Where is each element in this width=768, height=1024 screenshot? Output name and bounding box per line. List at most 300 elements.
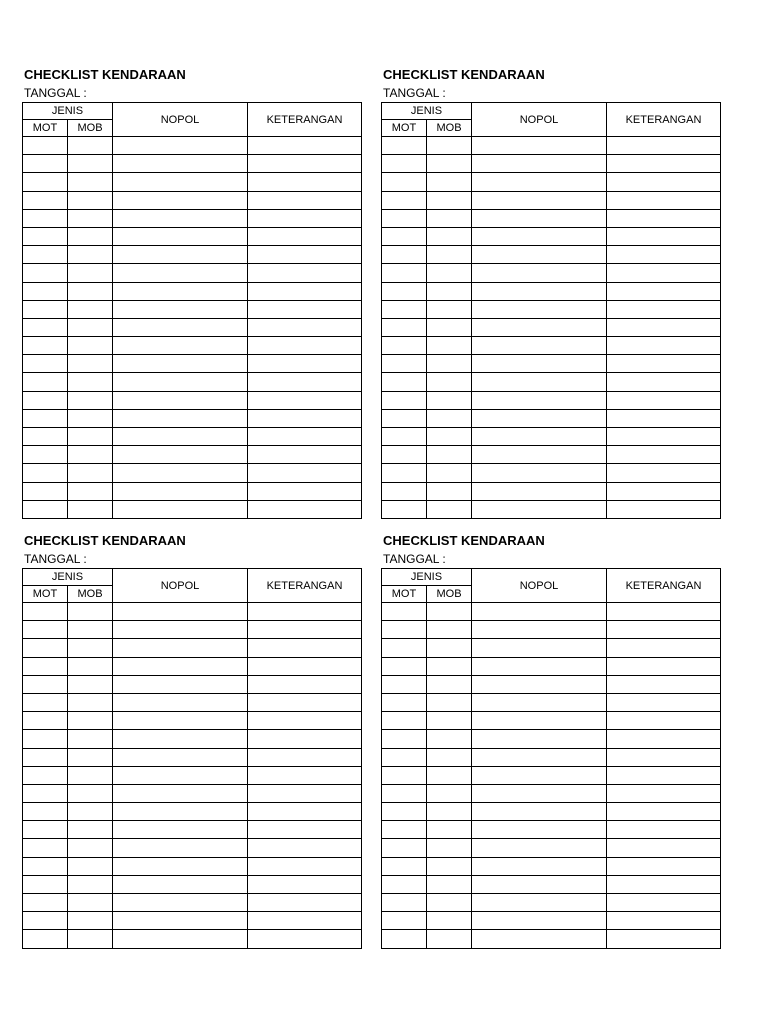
mob-cell[interactable] [427,657,472,675]
keterangan-cell[interactable] [607,675,721,693]
mot-cell[interactable] [23,675,68,693]
mot-cell[interactable] [382,482,427,500]
nopol-cell[interactable] [113,821,248,839]
mob-cell[interactable] [68,391,113,409]
mob-cell[interactable] [427,730,472,748]
mob-cell[interactable] [68,675,113,693]
mot-cell[interactable] [23,657,68,675]
keterangan-cell[interactable] [607,300,721,318]
nopol-cell[interactable] [113,639,248,657]
mot-cell[interactable] [382,675,427,693]
keterangan-cell[interactable] [607,500,721,518]
keterangan-cell[interactable] [248,748,362,766]
mob-cell[interactable] [68,246,113,264]
keterangan-cell[interactable] [607,603,721,621]
keterangan-cell[interactable] [607,930,721,948]
mob-cell[interactable] [427,912,472,930]
keterangan-cell[interactable] [248,227,362,245]
mob-cell[interactable] [427,675,472,693]
keterangan-cell[interactable] [248,621,362,639]
nopol-cell[interactable] [113,730,248,748]
mot-cell[interactable] [382,428,427,446]
keterangan-cell[interactable] [607,730,721,748]
mob-cell[interactable] [427,227,472,245]
nopol-cell[interactable] [472,282,607,300]
mob-cell[interactable] [68,766,113,784]
nopol-cell[interactable] [113,264,248,282]
keterangan-cell[interactable] [607,282,721,300]
mot-cell[interactable] [382,857,427,875]
mot-cell[interactable] [23,464,68,482]
mob-cell[interactable] [68,209,113,227]
mot-cell[interactable] [382,821,427,839]
nopol-cell[interactable] [472,300,607,318]
mot-cell[interactable] [382,803,427,821]
keterangan-cell[interactable] [248,318,362,336]
keterangan-cell[interactable] [607,391,721,409]
mot-cell[interactable] [23,912,68,930]
keterangan-cell[interactable] [248,784,362,802]
mot-cell[interactable] [23,300,68,318]
keterangan-cell[interactable] [607,894,721,912]
keterangan-cell[interactable] [607,173,721,191]
mot-cell[interactable] [382,318,427,336]
mot-cell[interactable] [23,730,68,748]
keterangan-cell[interactable] [248,803,362,821]
mob-cell[interactable] [68,482,113,500]
mob-cell[interactable] [68,839,113,857]
mot-cell[interactable] [382,930,427,948]
mot-cell[interactable] [382,500,427,518]
mob-cell[interactable] [68,657,113,675]
nopol-cell[interactable] [113,337,248,355]
nopol-cell[interactable] [113,209,248,227]
mot-cell[interactable] [23,409,68,427]
mot-cell[interactable] [382,391,427,409]
keterangan-cell[interactable] [607,355,721,373]
nopol-cell[interactable] [472,428,607,446]
nopol-cell[interactable] [472,173,607,191]
keterangan-cell[interactable] [248,603,362,621]
mob-cell[interactable] [68,464,113,482]
keterangan-cell[interactable] [248,409,362,427]
keterangan-cell[interactable] [607,446,721,464]
keterangan-cell[interactable] [248,821,362,839]
mob-cell[interactable] [68,227,113,245]
mot-cell[interactable] [382,875,427,893]
mob-cell[interactable] [68,373,113,391]
mob-cell[interactable] [68,639,113,657]
mob-cell[interactable] [68,748,113,766]
keterangan-cell[interactable] [607,227,721,245]
mot-cell[interactable] [382,446,427,464]
nopol-cell[interactable] [472,766,607,784]
nopol-cell[interactable] [472,912,607,930]
mob-cell[interactable] [68,875,113,893]
keterangan-cell[interactable] [607,766,721,784]
nopol-cell[interactable] [113,282,248,300]
nopol-cell[interactable] [113,839,248,857]
mot-cell[interactable] [23,930,68,948]
nopol-cell[interactable] [472,730,607,748]
keterangan-cell[interactable] [607,912,721,930]
keterangan-cell[interactable] [607,337,721,355]
keterangan-cell[interactable] [607,839,721,857]
nopol-cell[interactable] [472,246,607,264]
keterangan-cell[interactable] [248,712,362,730]
mob-cell[interactable] [68,173,113,191]
keterangan-cell[interactable] [248,337,362,355]
mob-cell[interactable] [68,337,113,355]
keterangan-cell[interactable] [248,137,362,155]
mot-cell[interactable] [382,209,427,227]
keterangan-cell[interactable] [607,409,721,427]
nopol-cell[interactable] [472,675,607,693]
mot-cell[interactable] [23,355,68,373]
keterangan-cell[interactable] [607,373,721,391]
keterangan-cell[interactable] [607,209,721,227]
nopol-cell[interactable] [113,173,248,191]
mob-cell[interactable] [427,391,472,409]
nopol-cell[interactable] [472,894,607,912]
mob-cell[interactable] [427,246,472,264]
keterangan-cell[interactable] [607,621,721,639]
nopol-cell[interactable] [113,464,248,482]
nopol-cell[interactable] [113,621,248,639]
mot-cell[interactable] [23,428,68,446]
mob-cell[interactable] [68,500,113,518]
mot-cell[interactable] [23,621,68,639]
nopol-cell[interactable] [113,894,248,912]
keterangan-cell[interactable] [248,173,362,191]
mot-cell[interactable] [23,766,68,784]
keterangan-cell[interactable] [607,639,721,657]
keterangan-cell[interactable] [248,693,362,711]
nopol-cell[interactable] [113,712,248,730]
keterangan-cell[interactable] [248,875,362,893]
nopol-cell[interactable] [472,482,607,500]
nopol-cell[interactable] [472,784,607,802]
mob-cell[interactable] [68,821,113,839]
mot-cell[interactable] [23,191,68,209]
mot-cell[interactable] [23,209,68,227]
nopol-cell[interactable] [472,355,607,373]
mot-cell[interactable] [23,748,68,766]
nopol-cell[interactable] [113,428,248,446]
keterangan-cell[interactable] [607,246,721,264]
mob-cell[interactable] [68,428,113,446]
mob-cell[interactable] [427,282,472,300]
mot-cell[interactable] [382,373,427,391]
mob-cell[interactable] [427,766,472,784]
mob-cell[interactable] [427,209,472,227]
mob-cell[interactable] [68,930,113,948]
keterangan-cell[interactable] [248,446,362,464]
mob-cell[interactable] [68,784,113,802]
nopol-cell[interactable] [113,693,248,711]
nopol-cell[interactable] [472,227,607,245]
mob-cell[interactable] [427,712,472,730]
mob-cell[interactable] [68,912,113,930]
mot-cell[interactable] [23,318,68,336]
nopol-cell[interactable] [113,191,248,209]
mot-cell[interactable] [23,839,68,857]
mob-cell[interactable] [427,155,472,173]
mob-cell[interactable] [427,857,472,875]
nopol-cell[interactable] [113,784,248,802]
keterangan-cell[interactable] [248,246,362,264]
keterangan-cell[interactable] [248,730,362,748]
keterangan-cell[interactable] [607,857,721,875]
mot-cell[interactable] [23,337,68,355]
nopol-cell[interactable] [113,657,248,675]
nopol-cell[interactable] [113,766,248,784]
nopol-cell[interactable] [472,409,607,427]
mob-cell[interactable] [427,803,472,821]
keterangan-cell[interactable] [248,191,362,209]
nopol-cell[interactable] [113,857,248,875]
nopol-cell[interactable] [113,500,248,518]
keterangan-cell[interactable] [248,766,362,784]
mot-cell[interactable] [23,391,68,409]
mob-cell[interactable] [427,337,472,355]
mob-cell[interactable] [68,446,113,464]
keterangan-cell[interactable] [607,428,721,446]
keterangan-cell[interactable] [607,803,721,821]
mob-cell[interactable] [427,173,472,191]
keterangan-cell[interactable] [607,693,721,711]
keterangan-cell[interactable] [248,894,362,912]
keterangan-cell[interactable] [248,391,362,409]
mob-cell[interactable] [427,428,472,446]
mob-cell[interactable] [427,137,472,155]
keterangan-cell[interactable] [248,675,362,693]
mob-cell[interactable] [427,784,472,802]
mot-cell[interactable] [382,409,427,427]
nopol-cell[interactable] [472,318,607,336]
mot-cell[interactable] [382,657,427,675]
mot-cell[interactable] [23,373,68,391]
mot-cell[interactable] [23,246,68,264]
nopol-cell[interactable] [113,155,248,173]
mob-cell[interactable] [68,803,113,821]
nopol-cell[interactable] [472,803,607,821]
mot-cell[interactable] [23,857,68,875]
mot-cell[interactable] [382,227,427,245]
mot-cell[interactable] [23,137,68,155]
nopol-cell[interactable] [113,246,248,264]
keterangan-cell[interactable] [248,373,362,391]
nopol-cell[interactable] [472,839,607,857]
mot-cell[interactable] [382,621,427,639]
mot-cell[interactable] [382,282,427,300]
nopol-cell[interactable] [113,912,248,930]
mot-cell[interactable] [23,712,68,730]
nopol-cell[interactable] [113,409,248,427]
mot-cell[interactable] [382,173,427,191]
mob-cell[interactable] [68,300,113,318]
mot-cell[interactable] [23,227,68,245]
mob-cell[interactable] [68,409,113,427]
mot-cell[interactable] [382,246,427,264]
nopol-cell[interactable] [113,227,248,245]
nopol-cell[interactable] [472,712,607,730]
mot-cell[interactable] [23,784,68,802]
mob-cell[interactable] [68,712,113,730]
keterangan-cell[interactable] [248,930,362,948]
mot-cell[interactable] [382,784,427,802]
mob-cell[interactable] [427,300,472,318]
keterangan-cell[interactable] [607,318,721,336]
mob-cell[interactable] [68,693,113,711]
keterangan-cell[interactable] [248,209,362,227]
mob-cell[interactable] [427,894,472,912]
nopol-cell[interactable] [113,355,248,373]
mot-cell[interactable] [23,500,68,518]
keterangan-cell[interactable] [607,712,721,730]
keterangan-cell[interactable] [607,657,721,675]
keterangan-cell[interactable] [607,748,721,766]
nopol-cell[interactable] [472,155,607,173]
mob-cell[interactable] [68,730,113,748]
mob-cell[interactable] [427,821,472,839]
nopol-cell[interactable] [472,264,607,282]
nopol-cell[interactable] [472,391,607,409]
mob-cell[interactable] [427,191,472,209]
nopol-cell[interactable] [113,803,248,821]
keterangan-cell[interactable] [248,355,362,373]
keterangan-cell[interactable] [248,464,362,482]
mob-cell[interactable] [427,409,472,427]
mot-cell[interactable] [23,894,68,912]
nopol-cell[interactable] [113,875,248,893]
keterangan-cell[interactable] [607,784,721,802]
nopol-cell[interactable] [472,137,607,155]
nopol-cell[interactable] [113,318,248,336]
nopol-cell[interactable] [113,446,248,464]
mot-cell[interactable] [23,482,68,500]
mot-cell[interactable] [23,875,68,893]
mob-cell[interactable] [427,603,472,621]
mob-cell[interactable] [427,373,472,391]
mob-cell[interactable] [68,603,113,621]
nopol-cell[interactable] [113,930,248,948]
keterangan-cell[interactable] [248,839,362,857]
nopol-cell[interactable] [113,603,248,621]
mot-cell[interactable] [382,337,427,355]
nopol-cell[interactable] [472,639,607,657]
mob-cell[interactable] [68,857,113,875]
mot-cell[interactable] [382,639,427,657]
keterangan-cell[interactable] [607,464,721,482]
keterangan-cell[interactable] [607,137,721,155]
mob-cell[interactable] [68,621,113,639]
keterangan-cell[interactable] [248,639,362,657]
keterangan-cell[interactable] [248,500,362,518]
mot-cell[interactable] [382,894,427,912]
nopol-cell[interactable] [113,373,248,391]
mob-cell[interactable] [427,839,472,857]
mob-cell[interactable] [427,318,472,336]
mot-cell[interactable] [382,748,427,766]
mot-cell[interactable] [23,173,68,191]
keterangan-cell[interactable] [607,191,721,209]
keterangan-cell[interactable] [248,912,362,930]
nopol-cell[interactable] [472,621,607,639]
mot-cell[interactable] [23,155,68,173]
keterangan-cell[interactable] [248,857,362,875]
keterangan-cell[interactable] [248,155,362,173]
mob-cell[interactable] [68,355,113,373]
mot-cell[interactable] [382,730,427,748]
keterangan-cell[interactable] [248,657,362,675]
nopol-cell[interactable] [472,748,607,766]
keterangan-cell[interactable] [607,821,721,839]
mob-cell[interactable] [427,264,472,282]
nopol-cell[interactable] [113,748,248,766]
mob-cell[interactable] [68,894,113,912]
mob-cell[interactable] [427,355,472,373]
mot-cell[interactable] [23,603,68,621]
nopol-cell[interactable] [472,446,607,464]
mot-cell[interactable] [382,155,427,173]
mot-cell[interactable] [23,803,68,821]
nopol-cell[interactable] [113,137,248,155]
mob-cell[interactable] [427,621,472,639]
mob-cell[interactable] [68,282,113,300]
mob-cell[interactable] [427,500,472,518]
mob-cell[interactable] [427,639,472,657]
mot-cell[interactable] [382,693,427,711]
mot-cell[interactable] [382,464,427,482]
nopol-cell[interactable] [472,875,607,893]
keterangan-cell[interactable] [248,482,362,500]
keterangan-cell[interactable] [248,428,362,446]
nopol-cell[interactable] [113,391,248,409]
mob-cell[interactable] [68,137,113,155]
mob-cell[interactable] [68,264,113,282]
mot-cell[interactable] [23,282,68,300]
nopol-cell[interactable] [472,209,607,227]
mob-cell[interactable] [427,446,472,464]
mob-cell[interactable] [427,464,472,482]
nopol-cell[interactable] [472,464,607,482]
mot-cell[interactable] [382,712,427,730]
mob-cell[interactable] [427,748,472,766]
nopol-cell[interactable] [472,693,607,711]
mot-cell[interactable] [23,446,68,464]
keterangan-cell[interactable] [248,300,362,318]
nopol-cell[interactable] [113,675,248,693]
mob-cell[interactable] [427,875,472,893]
mob-cell[interactable] [427,930,472,948]
nopol-cell[interactable] [113,300,248,318]
nopol-cell[interactable] [472,603,607,621]
keterangan-cell[interactable] [607,875,721,893]
mot-cell[interactable] [382,300,427,318]
mot-cell[interactable] [382,191,427,209]
nopol-cell[interactable] [472,857,607,875]
nopol-cell[interactable] [472,373,607,391]
mob-cell[interactable] [68,191,113,209]
mot-cell[interactable] [382,839,427,857]
mot-cell[interactable] [382,766,427,784]
nopol-cell[interactable] [472,191,607,209]
mot-cell[interactable] [382,355,427,373]
mob-cell[interactable] [68,155,113,173]
nopol-cell[interactable] [472,930,607,948]
mot-cell[interactable] [382,912,427,930]
